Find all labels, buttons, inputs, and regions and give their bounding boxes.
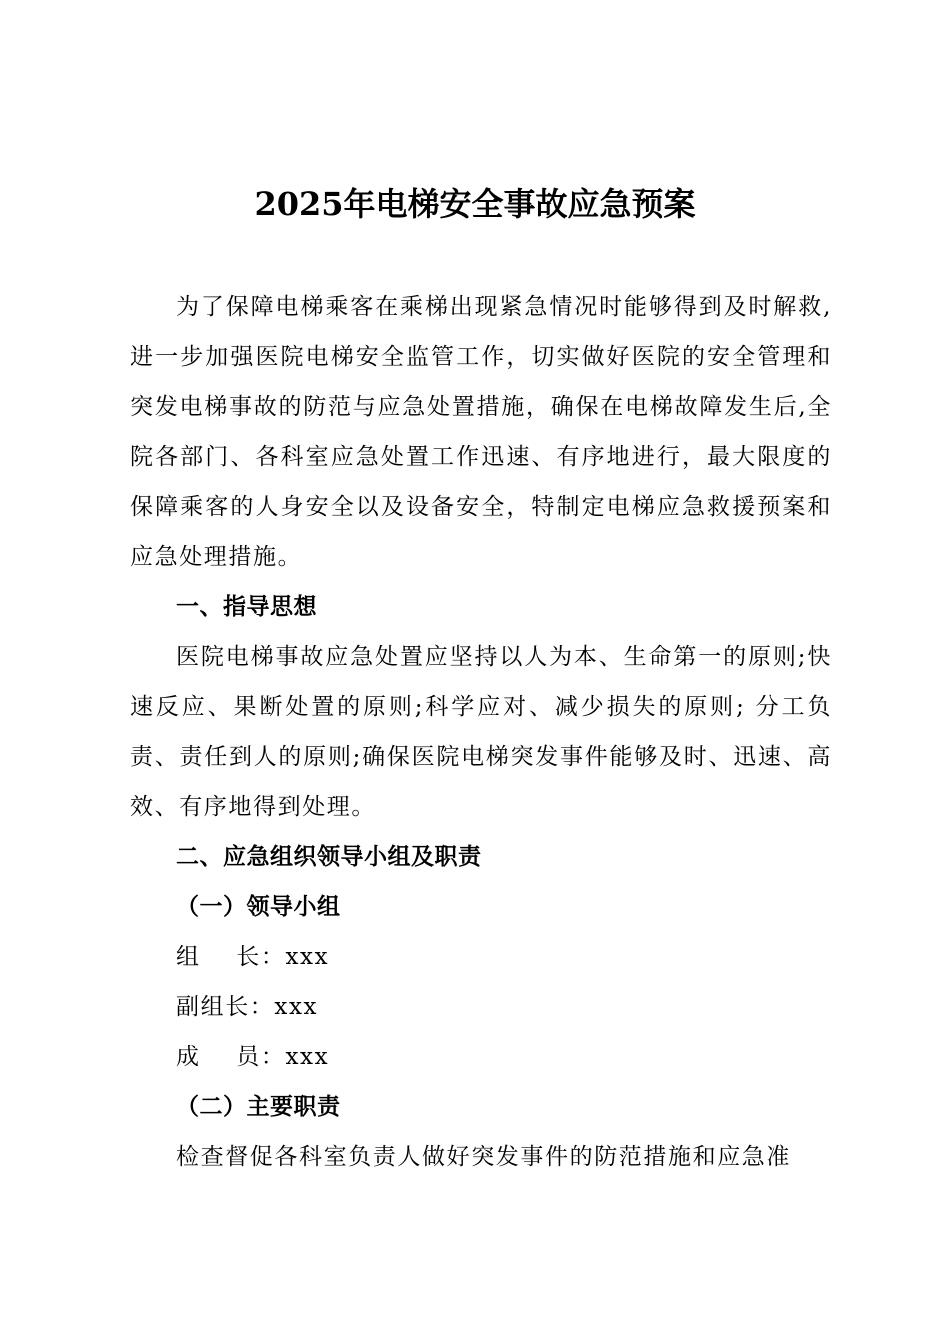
- guiding-ideology-paragraph: 医院电梯事故应急处置应坚持以人为本、生命第一的原则;快速反应、果断处置的原则;科学应对、减少损失的原则; 分工负责、责任到人的原则;确保医院电梯突发事件能够及时、迅速、高效、有序地得到处理。: [130, 644, 832, 820]
- document-title: 2025年电梯安全事故应急预案: [254, 185, 696, 223]
- members-line: 成 员：xxx: [176, 1044, 330, 1070]
- subsection-heading-leadership-group: （一）领导小组: [176, 893, 341, 920]
- section-heading-emergency-organization: 二、应急组织领导小组及职责: [176, 843, 482, 870]
- document-body: [130, 282, 832, 1182]
- subsection-heading-main-duties: （二）主要职责: [176, 1093, 341, 1120]
- main-duties-paragraph: 检查督促各科室负责人做好突发事件的防范措施和应急准: [176, 1144, 791, 1170]
- section-heading-guiding-ideology: 一、指导思想: [176, 593, 317, 620]
- intro-paragraph: 为了保障电梯乘客在乘梯出现紧急情况时能够得到及时解救,进一步加强医院电梯安全监管工作，切实做好医院的安全管理和突发电梯事故的防范与应急处置措施，确保在电梯故障发生后,全院各部门、各科室应急处置工作迅速、有序地进行，最大限度的保障乘客的人身安全以及设备安全，特制定电梯应急救援预案和应急处理措施。: [130, 294, 832, 570]
- leader-line: 组 长：xxx: [176, 944, 330, 970]
- deputy-leader-line: 副组长：xxx: [176, 994, 319, 1020]
